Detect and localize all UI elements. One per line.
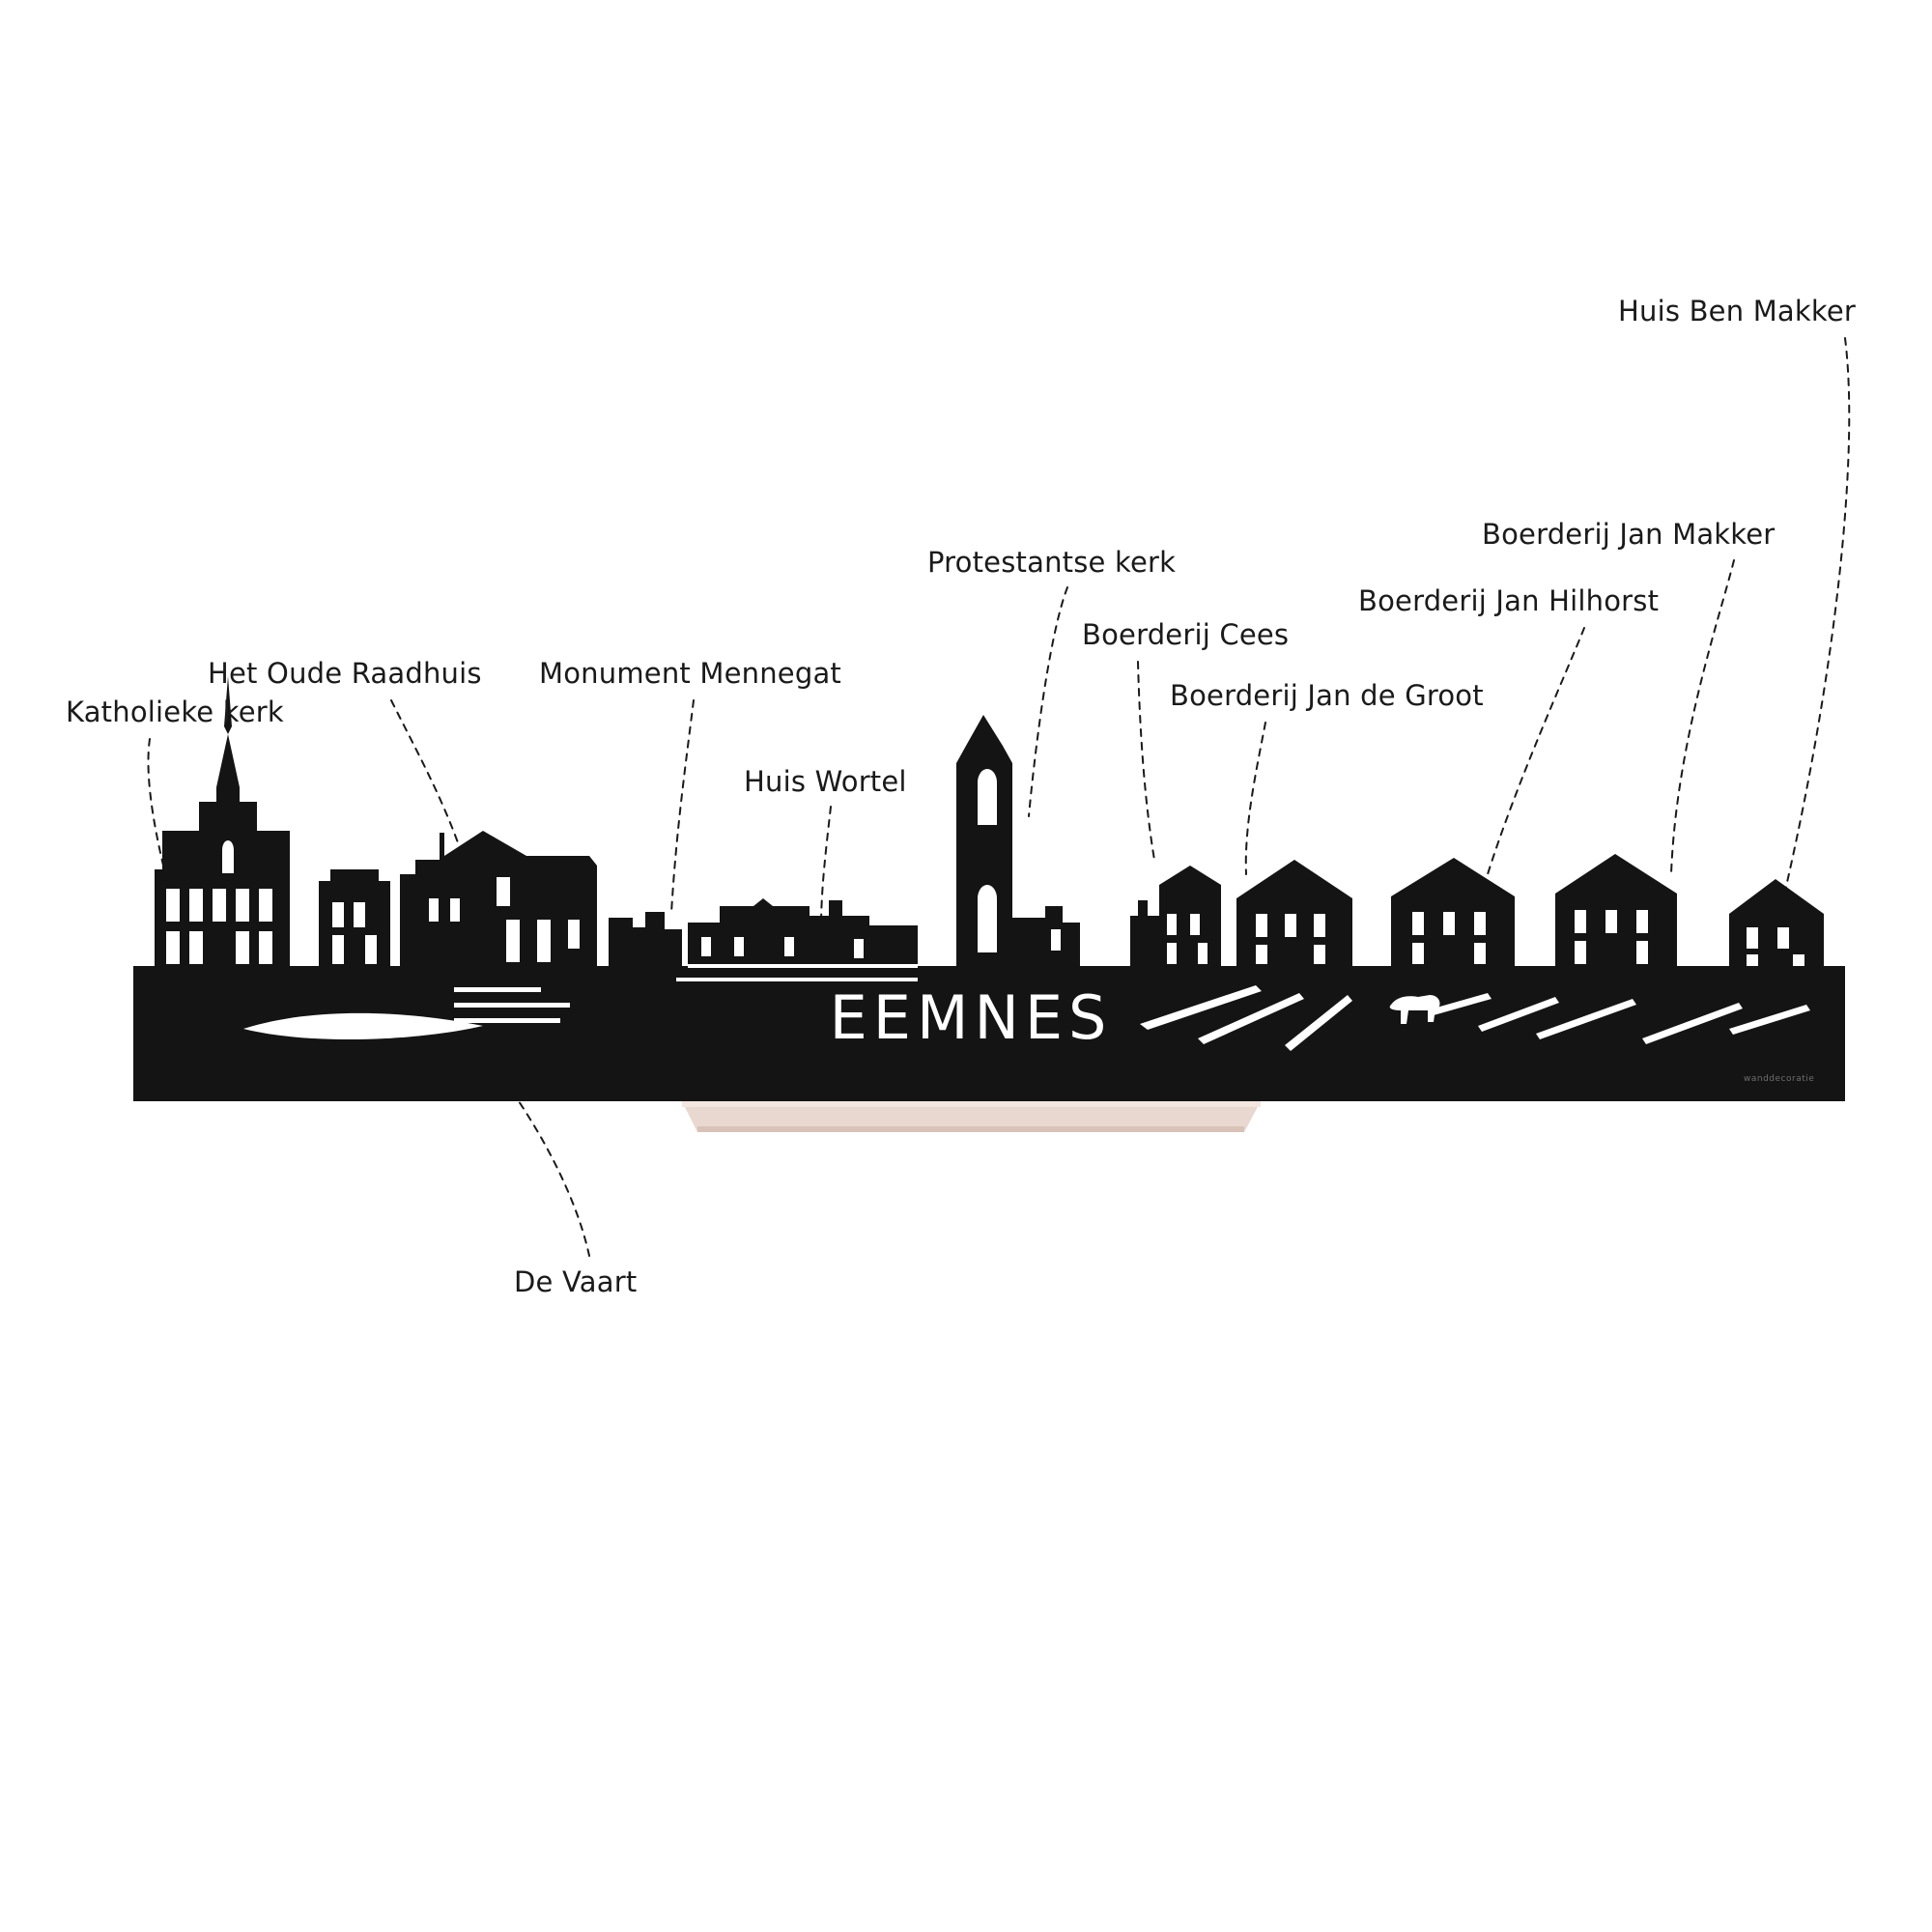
annotation-label-protestantse-kerk: Protestantse kerk bbox=[927, 546, 1177, 579]
window bbox=[1412, 943, 1424, 964]
window bbox=[1474, 943, 1486, 964]
window-tall bbox=[537, 920, 551, 962]
detail-line bbox=[454, 987, 541, 992]
window bbox=[1314, 914, 1325, 937]
window bbox=[1256, 945, 1267, 964]
annotation-label-huis-ben-makker: Huis Ben Makker bbox=[1618, 295, 1857, 327]
window bbox=[1747, 954, 1758, 966]
window bbox=[854, 939, 864, 958]
building-low-row-1 bbox=[609, 912, 682, 966]
building-boerderij-jan-de-groot bbox=[1236, 860, 1352, 966]
window bbox=[332, 902, 344, 927]
window bbox=[1167, 943, 1177, 964]
window bbox=[734, 937, 744, 956]
window bbox=[1575, 941, 1586, 964]
window bbox=[1575, 910, 1586, 933]
window bbox=[259, 931, 272, 964]
window-tall bbox=[506, 920, 520, 962]
window bbox=[354, 902, 365, 927]
window bbox=[1747, 927, 1758, 949]
annotation-label-monument-mennegat: Monument Mennegat bbox=[539, 657, 841, 690]
annotation-label-boerderij-jan-de-groot: Boerderij Jan de Groot bbox=[1170, 679, 1484, 712]
brand-mark: wanddecoratie bbox=[1744, 1074, 1815, 1084]
leader-huis-ben-makker bbox=[1782, 338, 1849, 903]
window-arched bbox=[222, 840, 234, 873]
window bbox=[1636, 910, 1648, 933]
leader-boerderij-jan-makker bbox=[1671, 560, 1734, 874]
detail-line bbox=[688, 964, 918, 968]
annotation-label-boerderij-jan-makker: Boerderij Jan Makker bbox=[1482, 518, 1776, 551]
leader-boerderij-cees bbox=[1138, 662, 1154, 860]
window bbox=[1777, 927, 1789, 949]
window bbox=[429, 898, 439, 922]
window bbox=[1636, 941, 1648, 964]
window bbox=[1285, 914, 1296, 937]
building-monument-mennegat-row bbox=[688, 898, 918, 966]
window bbox=[236, 931, 249, 964]
window bbox=[1256, 914, 1267, 937]
window bbox=[568, 920, 580, 949]
window bbox=[450, 898, 460, 922]
leader-monument-mennegat bbox=[671, 700, 694, 913]
leader-protestantse-kerk bbox=[1029, 587, 1067, 816]
leader-boerderij-jan-hilhorst bbox=[1488, 628, 1584, 874]
display-base bbox=[682, 1101, 1261, 1132]
annotation-label-huis-wortel: Huis Wortel bbox=[744, 765, 907, 798]
window bbox=[166, 931, 180, 964]
window bbox=[189, 889, 203, 922]
detail-line bbox=[454, 1018, 560, 1023]
leader-katholieke-kerk bbox=[148, 739, 164, 869]
window bbox=[1443, 912, 1455, 935]
window bbox=[1190, 914, 1200, 935]
window bbox=[166, 889, 180, 922]
window bbox=[365, 935, 377, 964]
window bbox=[332, 935, 344, 964]
window bbox=[784, 937, 794, 956]
window bbox=[236, 889, 249, 922]
window bbox=[213, 889, 226, 922]
annotation-label-boerderij-cees: Boerderij Cees bbox=[1082, 618, 1290, 651]
leader-boerderij-jan-de-groot bbox=[1246, 723, 1265, 874]
window-arched bbox=[978, 885, 997, 952]
window bbox=[259, 889, 272, 922]
window bbox=[1474, 912, 1486, 935]
window-arched bbox=[978, 769, 997, 825]
detail-line bbox=[454, 1003, 570, 1008]
city-name: EEMNES bbox=[829, 982, 1113, 1053]
building-huis-ben-makker bbox=[1729, 879, 1824, 966]
leader-het-oude-raadhuis bbox=[391, 700, 459, 845]
window bbox=[1051, 929, 1061, 951]
detail-line bbox=[676, 978, 918, 981]
window bbox=[1793, 954, 1804, 966]
annotation-label-katholieke-kerk: Katholieke kerk bbox=[66, 696, 284, 728]
annotation-label-de-vaart: De Vaart bbox=[514, 1265, 638, 1298]
annotation-label-het-oude-raadhuis: Het Oude Raadhuis bbox=[208, 657, 482, 690]
window bbox=[1605, 910, 1617, 933]
window bbox=[497, 877, 510, 906]
window bbox=[701, 937, 711, 956]
annotation-label-boerderij-jan-hilhorst: Boerderij Jan Hilhorst bbox=[1358, 584, 1660, 617]
window bbox=[1314, 945, 1325, 964]
window bbox=[1167, 914, 1177, 935]
window bbox=[1198, 943, 1208, 964]
window bbox=[189, 931, 203, 964]
window bbox=[1412, 912, 1424, 935]
